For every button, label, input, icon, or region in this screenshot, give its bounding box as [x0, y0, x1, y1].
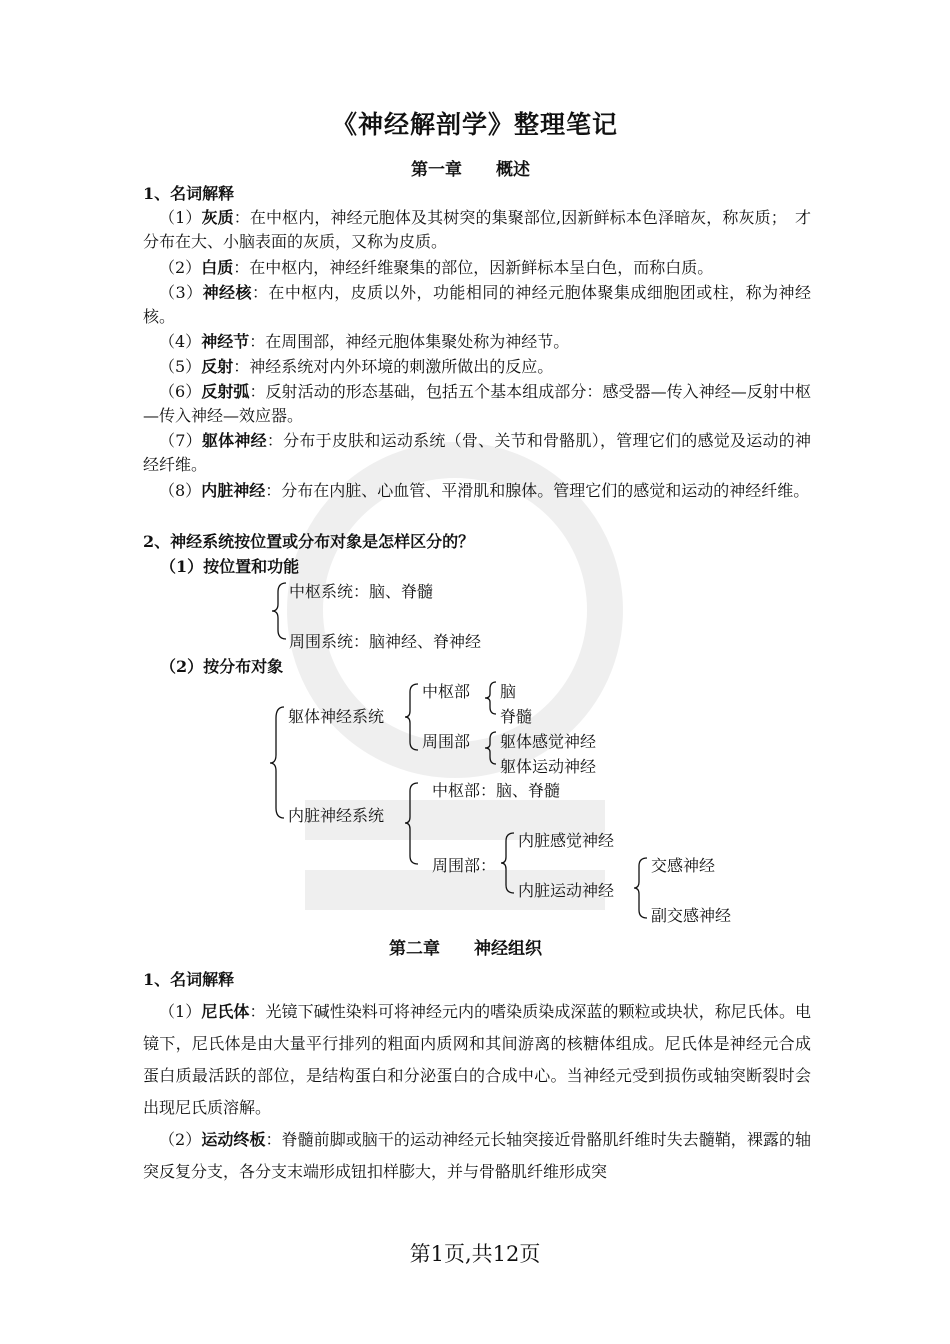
term-name: 反射弧 [201, 382, 250, 401]
chapter-name: 神经组织 [474, 939, 542, 959]
chapter-2-heading [389, 934, 542, 959]
term-paragraph: （3）神经核：在中枢内，皮质以外，功能相同的神经元胞体聚集成细胞团或柱，称为神经核。 [143, 283, 811, 326]
node-somatic-central: 中枢部 [422, 682, 471, 701]
chapter-1-heading [411, 155, 530, 180]
node-somatic-sensory: 躯体感觉神经 [500, 732, 597, 751]
term-name: 神经核 [202, 283, 252, 302]
document-title: 《神经解剖学》整理笔记 [331, 110, 618, 139]
chapter-number: 第二章 [389, 939, 440, 959]
term-paragraph: （7）躯体神经：分布于皮肤和运动系统（骨、关节和骨骼肌），管理它们的感觉及运动的神经纤维。 [143, 431, 811, 474]
node-sympathetic: 交感神经 [651, 856, 716, 875]
term-paragraph: （6）反射弧：反射活动的形态基础，包括五个基本组成部分：感受器—传入神经—反射中枢—传入神经—效应器。 [143, 382, 811, 425]
term-paragraph: （1）灰质：在中枢内，神经元胞体及其树突的集聚部位,因新鲜标本色泽暗灰，称灰质； 才 分布在大、小脑表面的灰质，又称为皮质。 [143, 208, 827, 251]
term-name: 躯体神经 [201, 431, 267, 450]
chapter-number: 第一章 [411, 160, 462, 180]
term-name: 运动终板 [201, 1130, 266, 1149]
term-name: 反射 [201, 357, 234, 376]
section-heading-classification: 2、神经系统按位置或分布对象是怎样区分的？ [143, 532, 475, 551]
term-name: 神经节 [201, 332, 250, 351]
node-somatic-peripheral: 周围部 [422, 732, 471, 751]
term-name: 内脏神经 [201, 481, 266, 500]
subheading-by-target: （2）按分布对象 [160, 657, 284, 676]
node-central-system: 中枢系统：脑、脊髓 [289, 582, 434, 601]
section-heading-terms: 1、名词解释 [143, 184, 235, 203]
term-paragraph: （8）内脏神经：分布在内脏、心血管、平滑肌和腺体。管理它们的感觉和运动的神经纤维。 [159, 481, 810, 500]
node-visceral-peripheral: 周围部： [432, 856, 497, 875]
section-heading-terms-2: 1、名词解释 [143, 970, 235, 989]
node-parasympathetic: 副交感神经 [651, 906, 732, 925]
subheading-by-position: （1）按位置和功能 [160, 557, 300, 576]
node-visceral-central: 中枢部：脑、脊髓 [432, 781, 561, 800]
term-name: 尼氏体 [201, 1002, 250, 1021]
term-paragraph: （1）尼氏体：光镜下碱性染料可将神经元内的嗜染质染成深蓝的颗粒或块状，称尼氏体。电镜下，尼氏体是由大量平行排列的粗面内质网和其间游离的核糖体组成。尼氏体是神经元合成蛋白质最活跃的部位，是结构蛋白和分泌蛋白的合成中心。当神经元受到损伤或轴突断裂时会出现尼氏质溶解。 [143, 1002, 811, 1117]
node-visceral-system: 内脏神经系统 [288, 806, 385, 825]
node-peripheral-system: 周围系统：脑神经、脊神经 [289, 632, 482, 651]
term-paragraph: （2）白质：在中枢内，神经纤维聚集的部位，因新鲜标本呈白色，而称白质。 [159, 258, 714, 277]
term-name: 灰质 [201, 208, 234, 227]
node-spinal-cord: 脊髓 [500, 707, 533, 726]
page-footer: 第1页,共12页 [409, 1242, 541, 1266]
node-somatic-system: 躯体神经系统 [288, 707, 385, 726]
node-visceral-sensory: 内脏感觉神经 [518, 831, 615, 850]
node-brain: 脑 [500, 682, 517, 701]
node-visceral-motor: 内脏运动神经 [518, 881, 615, 900]
term-paragraph: （2）运动终板：脊髓前脚或脑干的运动神经元长轴突接近骨骼肌纤维时失去髓鞘，裸露的轴突反复分支，各分支末端形成钮扣样膨大，并与骨骼肌纤维形成突 [143, 1130, 811, 1181]
term-name: 白质 [201, 258, 234, 277]
chapter-name: 概述 [496, 160, 530, 180]
node-somatic-motor: 躯体运动神经 [500, 757, 597, 776]
term-paragraph: （4）神经节：在周围部，神经元胞体集聚处称为神经节。 [159, 332, 570, 351]
term-paragraph: （5）反射：神经系统对内外环境的刺激所做出的反应。 [159, 357, 554, 376]
